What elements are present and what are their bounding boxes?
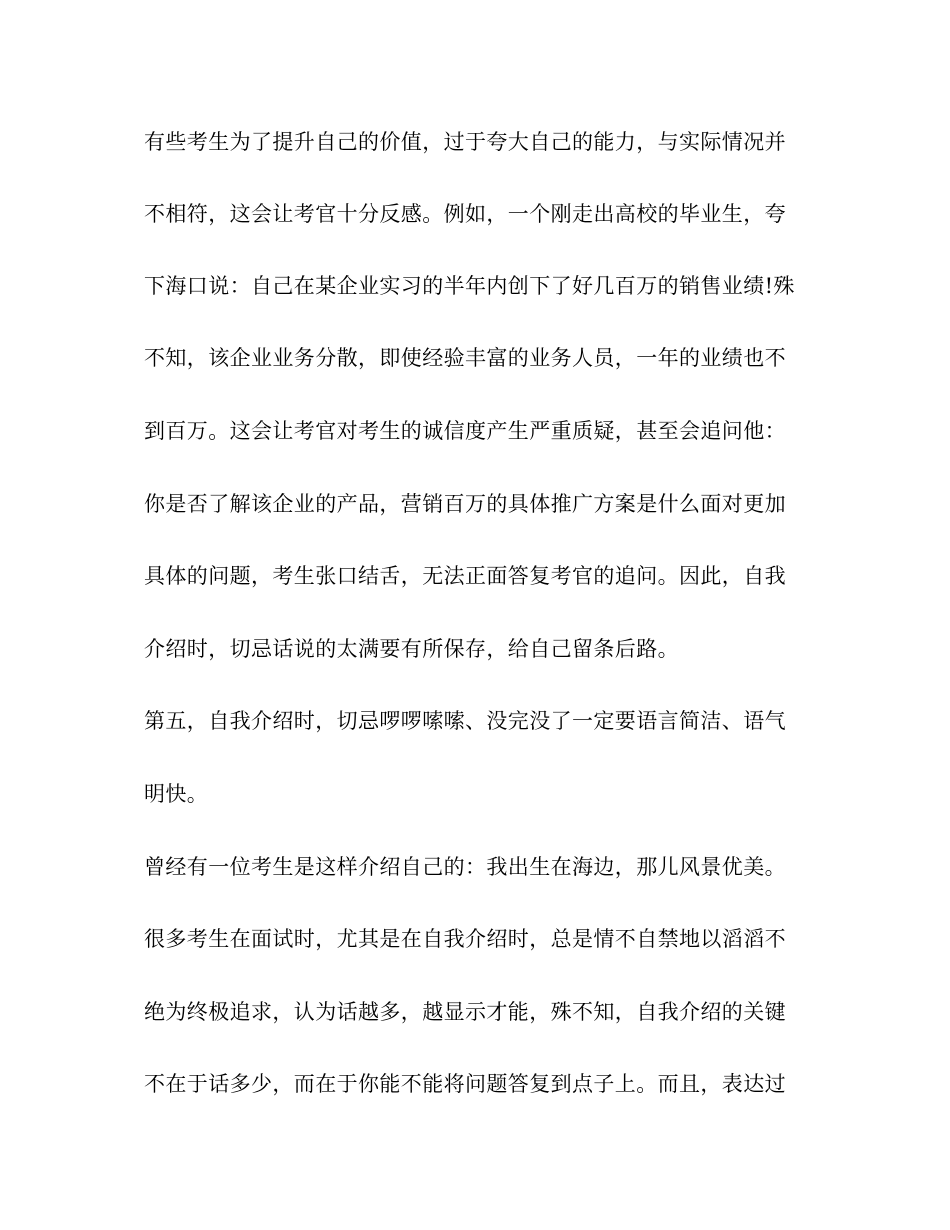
text-line: 有些考生为了提升自己的价值，过于夸大自己的能力，与实际情况并 — [144, 130, 786, 154]
text-line: 不相符，这会让考官十分反感。例如，一个刚走出高校的毕业生，夸 — [144, 202, 786, 226]
text-line: 下海口说：自己在某企业实习的半年内创下了好几百万的销售业绩!殊 — [144, 274, 795, 298]
text-line: 很多考生在面试时，尤其是在自我介绍时，总是情不自禁地以滔滔不 — [144, 927, 786, 951]
text-line: 具体的问题，考生张口结舌，无法正面答复考官的追问。因此，自我 — [144, 564, 786, 588]
text-line: 第五，自我介绍时，切忌啰啰嗦嗦、没完没了一定要语言简洁、语气 — [144, 709, 786, 733]
text-line: 介绍时，切忌话说的太满要有所保存，给自己留条后路。 — [144, 637, 679, 661]
text-line: 到百万。这会让考官对考生的诚信度产生严重质疑，甚至会追问他： — [144, 419, 786, 443]
text-line: 不知，该企业业务分散，即使经验丰富的业务人员，一年的业绩也不 — [144, 346, 786, 370]
text-line: 绝为终极追求，认为话越多，越显示才能，殊不知，自我介绍的关键 — [144, 1000, 786, 1024]
text-line: 曾经有一位考生是这样介绍自己的：我出生在海边，那儿风景优美。 — [144, 855, 786, 879]
text-line: 你是否了解该企业的产品，营销百万的具体推广方案是什么面对更加 — [144, 492, 786, 516]
text-line: 明快。 — [144, 782, 209, 806]
text-line: 不在于话多少，而在于你能不能将问题答复到点子上。而且，表达过 — [144, 1072, 786, 1096]
